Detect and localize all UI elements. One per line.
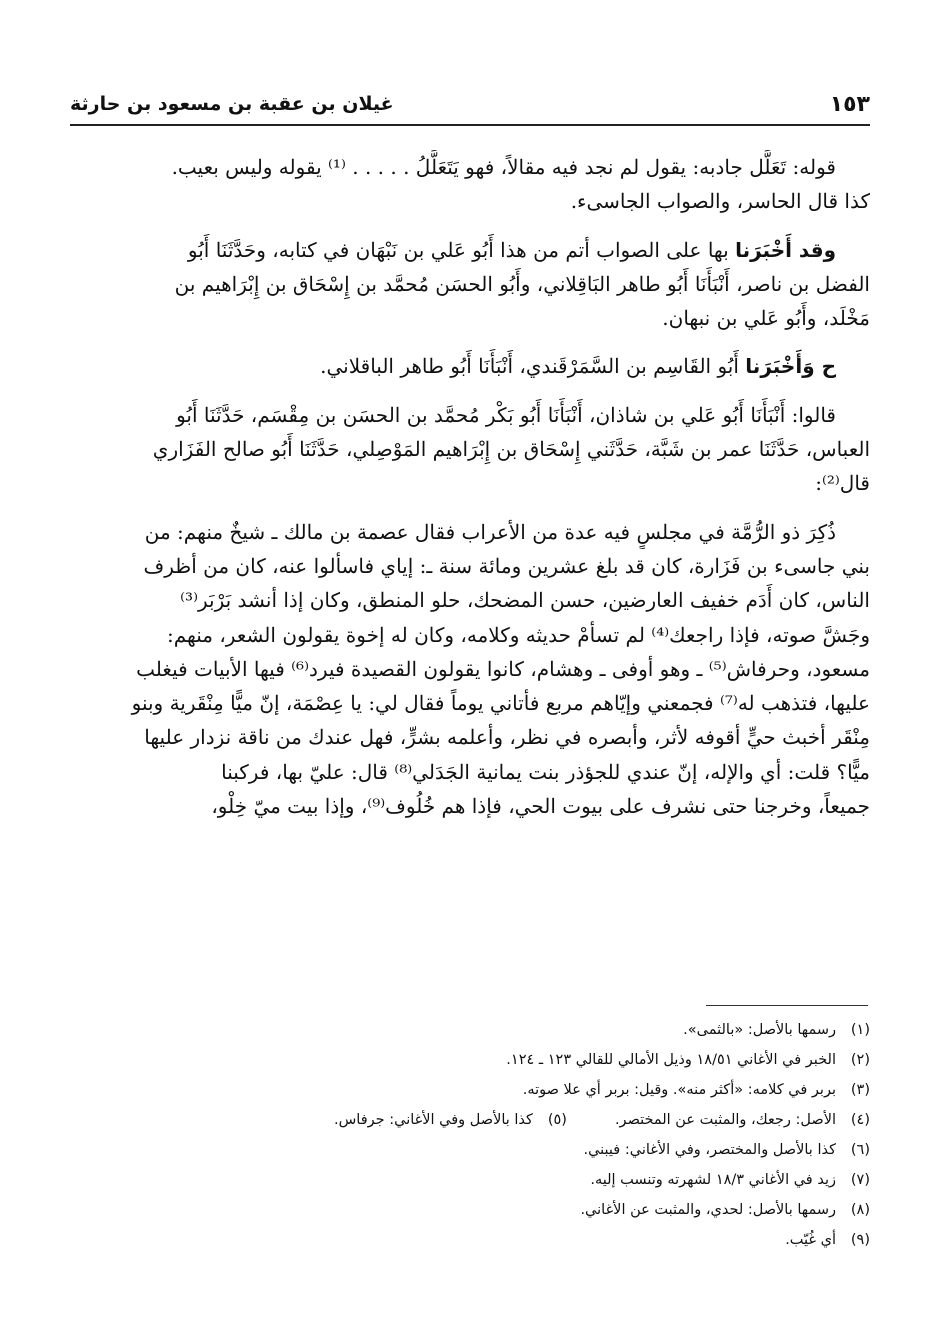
text-line [70, 398, 870, 432]
footnote-line [70, 1165, 870, 1195]
footnote [580, 1195, 870, 1225]
isnad-lead: وقد أَخْبَرَنا [735, 237, 836, 262]
line-text: الفضل بن ناصر، أَنْبَأَنَا أَبُو طاهر البَاقِلاني، وأَبُو الحسَن مُحمَّد بن إِسْحَاق بن إِبْرَاهيم بن [174, 271, 870, 296]
line-text: مِنْقَر أخبث حيٍّ أقوفه لأثر، وأبصره في نظر، وأعلمه بشرٍّ، فهل عندك من ناقة نزدار عليها [144, 725, 870, 750]
footnote-text: الخبر في الأغاني ١٨/٥١ وذيل الأمالي للقالي ١٢٣ ـ ١٢٤. [506, 1052, 836, 1068]
text-line [70, 789, 870, 823]
footnote [334, 1105, 567, 1135]
main-text [70, 150, 870, 823]
text-line [70, 583, 870, 617]
line-text: ميًّا؟ قلت: أي والإله، إنّ عندي للجؤذر بنت يمانية الجَدَلي⁽⁸⁾ قال: عليّ بها، فركبنا [221, 759, 870, 784]
footnote [523, 1075, 870, 1105]
paragraph-gap [70, 219, 870, 233]
text-line [70, 755, 870, 789]
text-line [70, 618, 870, 652]
line-text: ذُكِرَ ذو الرُّمَّة في مجلسٍ فيه عدة من الأعراب فقال عصمة بن مالك ـ شيخٌ منهم: من [144, 519, 836, 544]
paragraph [70, 349, 870, 383]
footnote-text: كذا بالأصل وفي الأغاني: جرفاس. [334, 1112, 533, 1128]
line-text: قال⁽²⁾: [815, 471, 870, 496]
isnad-lead: ح وَأَخْبَرَنا [745, 354, 836, 379]
text-line [70, 549, 870, 583]
paragraph-gap [70, 501, 870, 515]
footnote-line [70, 1015, 870, 1045]
footnote-line [70, 1135, 870, 1165]
footnote [615, 1105, 870, 1135]
line-text: الناس، كان أَدَم خفيف العارضين، حسن المضحك، حلو المنطق، وكان إذا أنشد بَرْبَر⁽³⁾ [180, 588, 870, 613]
footnote-number: (٦) [850, 1142, 870, 1158]
footnote-number: (٥) [547, 1112, 567, 1128]
footnote-number: (٨) [850, 1202, 870, 1218]
paragraph [70, 150, 870, 219]
text-line [70, 267, 870, 301]
paragraph [70, 233, 870, 336]
text-line [70, 301, 870, 335]
footnote [590, 1165, 870, 1195]
footnotes [70, 1015, 870, 1255]
footnote-number: (٢) [850, 1052, 870, 1068]
footnote-text: رسمها بالأصل: لحدي، والمثبت عن الأغاني. [580, 1202, 836, 1218]
footnote-text: كذا بالأصل والمختصر، وفي الأغاني: فيبني. [583, 1142, 836, 1158]
footnote-number: (١) [850, 1022, 870, 1038]
footnote-separator [706, 1005, 868, 1006]
running-title: غيلان بن عقبة بن مسعود بن حارثة [70, 93, 394, 115]
paragraph-gap [70, 335, 870, 349]
footnote-line [70, 1045, 870, 1075]
text-line [70, 432, 870, 466]
footnote [785, 1225, 870, 1255]
page-header [70, 84, 870, 126]
paragraph-gap [70, 384, 870, 398]
footnote-text: بربر في كلامه: «أكثر منه». وقيل: بربر أي علا صوته. [522, 1082, 836, 1098]
page-number: ١٥٣ [829, 91, 870, 117]
footnote-text: الأصل: رجعك، والمثبت عن المختصر. [614, 1112, 836, 1128]
footnote [583, 1135, 870, 1165]
line-text: كذا قال الحاسر، والصواب الجاسىء. [570, 189, 870, 214]
line-text: عليها، فتذهب له⁽⁷⁾ فجمعني وإيّاهم مربع فأتاني يوماً فقال لي: يا عِصْمَة، إنّ ميًّا مِنْقَرية وبنو [131, 691, 870, 716]
footnote-number: (٩) [850, 1232, 870, 1248]
text-line [70, 233, 870, 267]
footnote-number: (٧) [850, 1172, 870, 1188]
footnote-line [70, 1195, 870, 1225]
text-line [70, 515, 870, 549]
text-line [70, 184, 870, 218]
footnote-text: زيد في الأغاني ١٨/٣ لشهرته وتنسب إليه. [590, 1172, 836, 1188]
line-text: مَخْلَد، وأَبُو عَلي بن نبهان. [662, 306, 870, 331]
text-line [70, 150, 870, 184]
footnote [506, 1045, 870, 1075]
line-text: قوله: تَعَلَّل جادبه: يقول لم نجد فيه مقالاً، فهو يَتَعَلَّلُ . . . . . ⁽¹⁾ يقوله وليس بعيب. [171, 155, 836, 179]
footnote-line [70, 1075, 870, 1105]
footnote-text: أي غُيّب. [785, 1232, 836, 1248]
line-text: قالوا: أَنْبَأَنَا أَبُو عَلي بن شاذان، أَنْبَأَنَا أَبُو بَكْر مُحمَّد بن الحسَن بن مِقْسَم، حَدَّثَنَا أَبُو [176, 402, 836, 427]
footnote-text: رسمها بالأصل: «بالثمى». [683, 1022, 836, 1038]
footnote-number: (٣) [850, 1082, 870, 1098]
line-text: جميعاً، وخرجنا حتى نشرف على بيوت الحي، فإذا هم خُلُوف⁽⁹⁾، وإذا بيت ميّ خِلْو، [211, 794, 870, 819]
line-text: بني جاسىء بن فَزَارة، كان قد بلغ عشرين ومائة سنة ـ: إياي فاسألوا عنه، كان من أظرف [143, 553, 870, 578]
line-text: العباس، حَدَّثَنَا عمر بن شَبَّة، حَدَّثَني إِسْحَاق بن إِبْرَاهيم المَوْصِلي، حَدَّثَنَا أَبُو صالح الفَزَاري [152, 437, 870, 462]
line-text: مسعود، وحرفاش⁽⁵⁾ ـ وهو أوفى ـ وهشام، كانوا يقولون القصيدة فيرد⁽⁶⁾ فيها الأبيات فيغلب [136, 656, 870, 681]
text-line [70, 466, 870, 500]
line-text: وجَشَّ صوته، فإذا راجعك⁽⁴⁾ لم تسأمْ حديثه وكلامه، وكان له إخوة يقولون الشعر، منهم: [166, 622, 870, 647]
footnote-line [70, 1225, 870, 1255]
footnote-line [70, 1105, 870, 1135]
text-line [70, 720, 870, 754]
line-text: أَبُو القَاسِم بن السَّمَرْقَندي، أَنْبَأَنَا أَبُو طاهر الباقلاني. [320, 354, 739, 379]
text-line [70, 652, 870, 686]
paragraph [70, 398, 870, 501]
footnote [683, 1015, 870, 1045]
text-line [70, 686, 870, 720]
paragraph [70, 515, 870, 824]
text-line [70, 349, 870, 383]
footnote-number: (٤) [850, 1112, 870, 1128]
line-text: بها على الصواب أتم من هذا أَبُو عَلي بن نَبْهَان في كتابه، وحَدَّثَنَا أَبُو [187, 237, 729, 262]
